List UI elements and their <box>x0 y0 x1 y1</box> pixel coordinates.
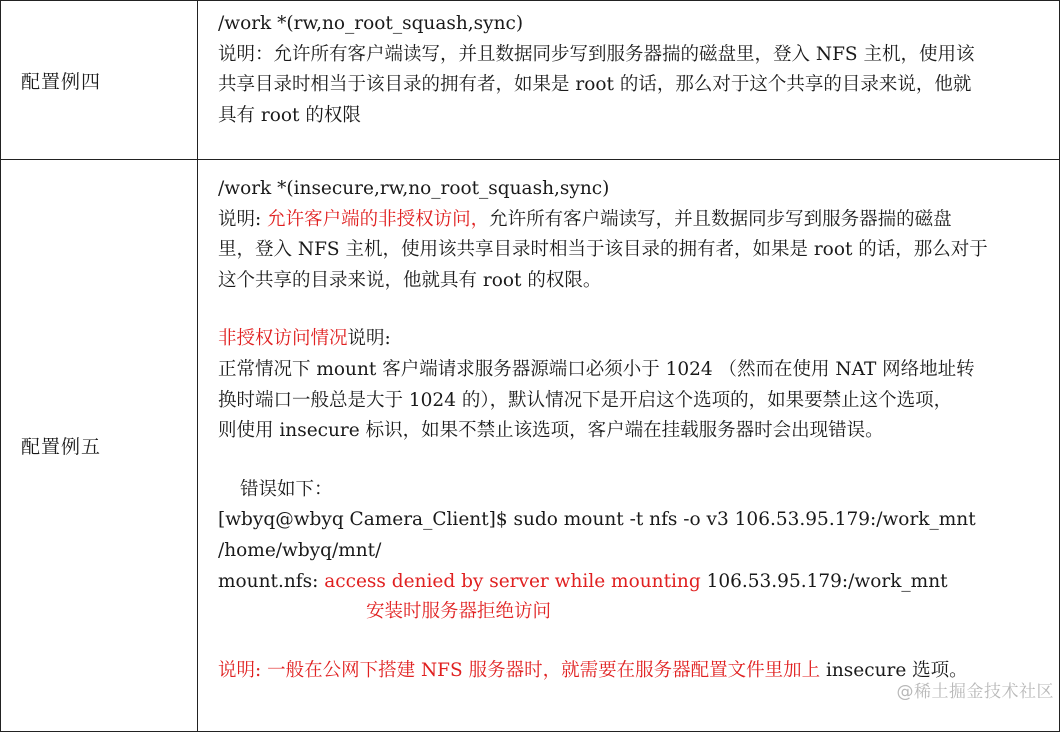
row-label: 配置例五 <box>1 160 198 732</box>
row-content <box>198 160 1060 732</box>
unauth-line: 正常情况下 mount 客户端请求服务器源端口必须小于 1024 （然而在使用 NAT 网络地址转 <box>218 358 975 380</box>
desc-line: 里，登入 NFS 主机，使用该共享目录时相当于该目录的拥有者，如果是 root 的话，那么对于 <box>218 239 988 261</box>
desc-line: 说明：允许所有客户端读写，并且数据同步写到服务器揣的磁盘里，登入 NFS 主机，使用该 <box>218 43 975 65</box>
error-note: 安装时服务器拒绝访问 <box>366 601 552 623</box>
config-command: /work *(insecure,rw,no_root_squash,sync) <box>218 178 610 199</box>
desc-prefix: 说明: <box>218 208 268 230</box>
unauth-line: 换时端口一般总是大于 1024 的），默认情况下是开启这个选项的，如果要禁止这个选项， <box>218 389 953 411</box>
desc-highlight: 允许客户端的非授权访问， <box>267 208 490 230</box>
error-output-prefix: mount.nfs: <box>218 570 325 592</box>
unauth-heading <box>218 324 1041 355</box>
error-title: 错误如下： <box>240 478 333 500</box>
unauth-rest: 说明: <box>347 328 391 350</box>
desc-line <box>218 205 1041 236</box>
unauth-line: 则使用 insecure 标识，如果不禁止该选项，客户端在挂载服务器时会出现错误。 <box>218 420 884 442</box>
watermark: @稀土掘金技术社区 <box>896 682 1054 702</box>
final-note-rest: insecure 选项。 <box>820 659 968 681</box>
error-output-rest: 106.53.95.179:/work_mnt <box>700 570 948 592</box>
final-note-highlight: 说明: 一般在公网下搭建 NFS 服务器时，就需要在服务器配置文件里加上 <box>218 659 821 681</box>
error-command: /home/wbyq/mnt/ <box>218 539 382 561</box>
row-content <box>198 1 1060 160</box>
table-row <box>1 1 1060 160</box>
error-output <box>218 567 1041 598</box>
desc-line: 这个共享的目录来说，他就具有 root 的权限。 <box>218 269 602 291</box>
error-output-highlight: access denied by server while mounting <box>324 570 701 592</box>
desc-line: 具有 root 的权限 <box>218 104 361 126</box>
desc-rest: 允许所有客户端读写，并且数据同步写到服务器揣的磁盘 <box>489 208 952 230</box>
error-command: [wbyq@wbyq Camera_Client]$ sudo mount -t nfs -o v3 106.53.95.179:/work_mnt <box>218 509 976 531</box>
desc-line: 共享目录时相当于该目录的拥有者，如果是 root 的话，那么对于这个共享的目录来说，他就 <box>218 74 972 96</box>
table-row <box>1 160 1060 732</box>
config-command: /work *(rw,no_root_squash,sync) <box>218 13 524 34</box>
unauth-highlight: 非授权访问情况 <box>218 328 348 350</box>
row-label: 配置例四 <box>1 1 198 160</box>
